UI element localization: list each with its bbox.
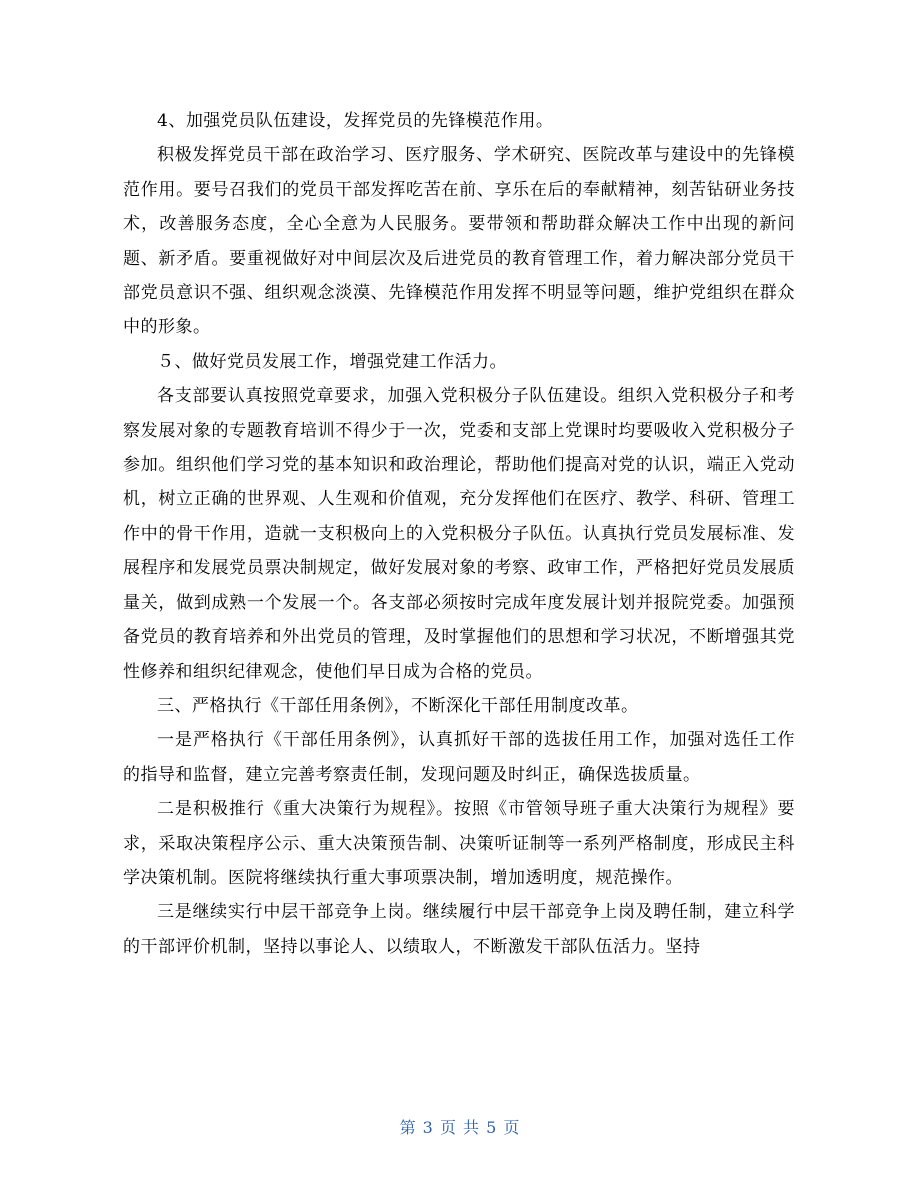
footer-total-pages: 5 bbox=[486, 1118, 498, 1137]
footer-page-prefix: 第 bbox=[399, 1118, 417, 1137]
footer-page-suffix: 页 bbox=[503, 1118, 521, 1137]
footer-page-number: 3 bbox=[422, 1118, 434, 1137]
footer-page-middle: 页 共 bbox=[439, 1118, 481, 1137]
section-heading-3: 三、严格执行《干部任用条例》，不断深化干部任用制度改革。 bbox=[157, 695, 639, 716]
document-body bbox=[123, 104, 795, 964]
paragraph: 三是继续实行中层干部竞争上岗。继续履行中层干部竞争上岗及聘任制，建立科学的干部评价机制，坚持以事论人、以绩取人，不断激发干部队伍活力。坚持 bbox=[123, 902, 795, 957]
paragraph-heading-5: ５、做好党员发展工作，增强党建工作活力。 bbox=[157, 351, 507, 372]
page-footer bbox=[0, 1115, 920, 1138]
paragraph: 一是严格执行《干部任用条例》，认真抓好干部的选拔任用工作，加强对选任工作的指导和监督，建立完善考察责任制，发现问题及时纠正，确保选拔质量。 bbox=[123, 730, 795, 785]
paragraph: 各支部要认真按照党章要求，加强入党积极分子队伍建设。组织入党积极分子和考察发展对象的专题教育培训不得少于一次，党委和支部上党课时均要吸收入党积极分子参加。组织他们学习党的基本知识和政治理论，帮助他们提高对党的认识，端正入党动机，树立正确的世界观、人生观和价值观，充分发挥他们在医疗、教学、科研、管理工作中的骨干作用，造就一支积极向上的入党积极分子队伍。认真执行党员发展标准、发展程序和发展党员票决制规定，做好发展对象的考察、政审工作，严格把好党员发展质量关，做到成熟一个发展一个。各支部必须按时完成年度发展计划并报院党委。加强预备党员的教育培养和外出党员的管理，及时掌握他们的思想和学习状况，不断增强其党性修养和组织纪律观念，使他们早日成为合格的党员。 bbox=[123, 386, 795, 682]
paragraph-heading-4: 4、加强党员队伍建设，发挥党员的先锋模范作用。 bbox=[157, 111, 554, 131]
paragraph: 积极发挥党员干部在政治学习、医疗服务、学术研究、医院改革与建设中的先锋模范作用。要号召我们的党员干部发挥吃苦在前、享乐在后的奉献精神，刻苦钻研业务技术，改善服务态度，全心全意为人民服务。要带领和帮助群众解决工作中出现的新问题、新矛盾。要重视做好对中间层次及后进党员的教育管理工作，着力解决部分党员干部党员意识不强、组织观念淡漠、先锋模范作用发挥不明显等问题，维护党组织在群众中的形象。 bbox=[123, 145, 795, 338]
paragraph: 二是积极推行《重大决策行为规程》。按照《市管领导班子重大决策行为规程》要求，采取决策程序公示、重大决策预告制、决策听证制等一系列严格制度，形成民主科学决策机制。医院将继续执行重大事项票决制，增加透明度，规范操作。 bbox=[123, 799, 795, 888]
